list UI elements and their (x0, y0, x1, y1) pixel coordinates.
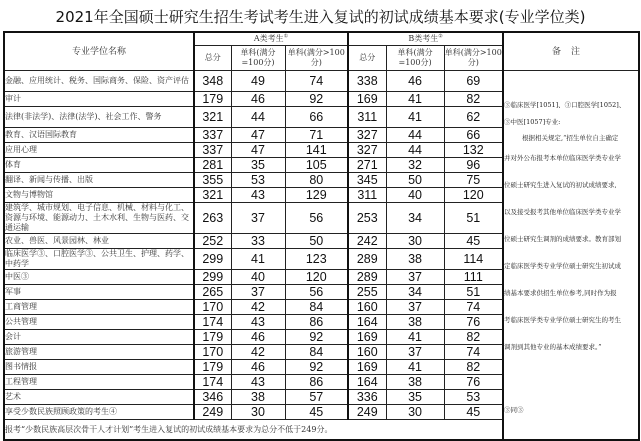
major-name: 工程管理 (4, 375, 194, 390)
a-single-100: 30 (231, 405, 285, 420)
score-requirements-table (3, 31, 640, 441)
b-single-gt100: 114 (444, 249, 503, 270)
a-single-100: 33 (231, 234, 285, 249)
remark-body-0: 根据相关规定,“招生单位自主确定 (522, 134, 619, 142)
b-total: 169 (348, 360, 386, 375)
b-single-100: 41 (386, 330, 444, 345)
major-name: 审计 (4, 92, 194, 107)
b-single-100: 32 (386, 158, 444, 173)
footnote: 报考“少数民族高层次骨干人才计划”考生进入复试的初试成绩基本要求为总分不低于249分。 (4, 420, 503, 441)
b-single-100: 46 (386, 71, 444, 92)
b-total: 289 (348, 270, 386, 285)
a-single-100: 49 (231, 71, 285, 92)
major-name: 中医③ (4, 270, 194, 285)
b-total: 242 (348, 234, 386, 249)
a-total: 299 (194, 249, 231, 270)
b-total: 327 (348, 143, 386, 158)
page-title: 2021年全国硕士研究生招生考试考生进入复试的初试成绩基本要求(专业学位类) (55, 8, 586, 26)
header-major-name: 专业学位名称 (4, 32, 194, 71)
header-a-single-gt100: 单科(满分>100分) (285, 46, 348, 71)
major-name: 体育 (4, 158, 194, 173)
b-single-gt100: 76 (444, 315, 503, 330)
a-single-100: 43 (231, 375, 285, 390)
remark-body-3: 以及接受报考其他单位临床医学类专业学 (504, 208, 622, 216)
a-total: 249 (194, 405, 231, 420)
header-group-a: A类考生① (194, 32, 348, 46)
a-single-gt100: 71 (285, 128, 348, 143)
b-single-100: 44 (386, 128, 444, 143)
a-single-gt100: 129 (285, 188, 348, 203)
b-single-gt100: 45 (444, 234, 503, 249)
major-name: 享受少数民族照顾政策的考生④ (4, 405, 194, 420)
a-single-gt100: 92 (285, 360, 348, 375)
a-total: 174 (194, 375, 231, 390)
major-name: 会计 (4, 330, 194, 345)
b-total: 336 (348, 390, 386, 405)
a-total: 170 (194, 345, 231, 360)
a-single-gt100: 120 (285, 270, 348, 285)
remark-line-end: ③同③ (504, 406, 524, 414)
b-total: 271 (348, 158, 386, 173)
a-total: 281 (194, 158, 231, 173)
header-a-single-100: 单科(满分=100分) (231, 46, 285, 71)
a-total: 337 (194, 128, 231, 143)
b-single-100: 30 (386, 234, 444, 249)
b-single-gt100: 82 (444, 92, 503, 107)
a-single-gt100: 66 (285, 107, 348, 128)
b-single-100: 50 (386, 173, 444, 188)
b-total: 253 (348, 203, 386, 234)
a-single-100: 47 (231, 143, 285, 158)
a-total: 252 (194, 234, 231, 249)
remark-body-1: 并对外公布报考本单位临床医学类专业学 (504, 154, 622, 162)
b-total: 160 (348, 300, 386, 315)
major-name: 图书情报 (4, 360, 194, 375)
b-total: 311 (348, 188, 386, 203)
a-total: 179 (194, 92, 231, 107)
b-single-gt100: 132 (444, 143, 503, 158)
b-single-gt100: 66 (444, 128, 503, 143)
a-single-100: 42 (231, 300, 285, 315)
b-total: 249 (348, 405, 386, 420)
b-single-100: 41 (386, 107, 444, 128)
a-total: 179 (194, 360, 231, 375)
remark-body-6: 绩基本要求供招生单位参考,同时作为报 (504, 289, 617, 297)
a-single-gt100: 57 (285, 390, 348, 405)
remark-body-8: 调剂到其他专业的基本成绩要求。” (504, 343, 602, 351)
a-total: 321 (194, 188, 231, 203)
b-single-100: 35 (386, 390, 444, 405)
a-total: 179 (194, 330, 231, 345)
major-name: 法律(非法学)、法律(法学)、社会工作、警务 (4, 107, 194, 128)
a-single-100: 41 (231, 249, 285, 270)
b-single-gt100: 82 (444, 330, 503, 345)
a-single-100: 37 (231, 285, 285, 300)
a-single-gt100: 105 (285, 158, 348, 173)
major-name: 临床医学③、口腔医学③、公共卫生、护理、药学、中药学 (4, 249, 194, 270)
b-total: 160 (348, 345, 386, 360)
major-name: 艺术 (4, 390, 194, 405)
a-total: 321 (194, 107, 231, 128)
a-single-100: 46 (231, 92, 285, 107)
a-single-gt100: 84 (285, 345, 348, 360)
header-b-single-gt100: 单科(满分>100分) (444, 46, 503, 71)
major-name: 建筑学、城市规划、电子信息、机械、材料与化工、资源与环境、能源动力、土木水利、生物与医药、交通运输 (4, 203, 194, 234)
major-name: 教育、汉语国际教育 (4, 128, 194, 143)
b-total: 164 (348, 315, 386, 330)
a-total: 174 (194, 315, 231, 330)
remark-body-2: 位硕士研究生进入复试的初试成绩要求, (504, 181, 617, 189)
a-single-100: 43 (231, 315, 285, 330)
a-single-gt100: 50 (285, 234, 348, 249)
b-total: 255 (348, 285, 386, 300)
b-single-gt100: 51 (444, 203, 503, 234)
b-total: 289 (348, 249, 386, 270)
b-single-gt100: 69 (444, 71, 503, 92)
a-single-100: 37 (231, 203, 285, 234)
b-single-100: 34 (386, 203, 444, 234)
remark-line-2: ③中医[1057]专业: (504, 118, 561, 126)
a-single-100: 46 (231, 330, 285, 345)
a-single-gt100: 92 (285, 330, 348, 345)
b-single-gt100: 51 (444, 285, 503, 300)
b-single-gt100: 120 (444, 188, 503, 203)
major-name: 农业、兽医、风景园林、林业 (4, 234, 194, 249)
header-b-total: 总分 (348, 46, 386, 71)
a-single-gt100: 123 (285, 249, 348, 270)
a-total: 170 (194, 300, 231, 315)
a-single-100: 38 (231, 390, 285, 405)
major-name: 军事 (4, 285, 194, 300)
header-remark: 备注 (503, 32, 639, 71)
major-name: 文物与博物馆 (4, 188, 194, 203)
remark-body-7: 考临床医学类专业学位硕士研究生的考生 (504, 316, 622, 324)
remark-body-4: 位硕士研究生调剂的成绩要求。教育部划 (504, 235, 622, 243)
remark-body-5: 定临床医学类专业学位硕士研究生初试成 (504, 262, 622, 270)
b-total: 169 (348, 330, 386, 345)
a-single-gt100: 86 (285, 375, 348, 390)
b-single-100: 38 (386, 315, 444, 330)
a-single-100: 40 (231, 270, 285, 285)
major-name: 应用心理 (4, 143, 194, 158)
major-name: 翻译、新闻与传播、出版 (4, 173, 194, 188)
a-single-gt100: 74 (285, 71, 348, 92)
header-b-single-100: 单科(满分=100分) (386, 46, 444, 71)
table-row (4, 71, 639, 92)
b-single-100: 40 (386, 188, 444, 203)
b-single-100: 34 (386, 285, 444, 300)
b-single-100: 41 (386, 92, 444, 107)
b-single-100: 37 (386, 270, 444, 285)
b-single-100: 37 (386, 345, 444, 360)
a-single-gt100: 86 (285, 315, 348, 330)
remark-line-1: ③临床医学[1051]、③口腔医学[1052]、 (504, 101, 626, 109)
a-total: 348 (194, 71, 231, 92)
a-single-100: 53 (231, 173, 285, 188)
b-single-gt100: 74 (444, 345, 503, 360)
a-single-gt100: 141 (285, 143, 348, 158)
a-single-100: 44 (231, 107, 285, 128)
b-single-100: 30 (386, 405, 444, 420)
b-single-gt100: 45 (444, 405, 503, 420)
a-single-100: 43 (231, 188, 285, 203)
b-single-gt100: 82 (444, 360, 503, 375)
major-name: 旅游管理 (4, 345, 194, 360)
a-single-gt100: 92 (285, 92, 348, 107)
a-single-100: 35 (231, 158, 285, 173)
a-single-100: 42 (231, 345, 285, 360)
remark-cell (503, 71, 639, 441)
b-single-gt100: 111 (444, 270, 503, 285)
header-a-total: 总分 (194, 46, 231, 71)
b-single-100: 38 (386, 249, 444, 270)
a-total: 337 (194, 143, 231, 158)
a-single-gt100: 45 (285, 405, 348, 420)
b-single-100: 44 (386, 143, 444, 158)
b-total: 169 (348, 92, 386, 107)
header-group-b: B类考生② (348, 32, 503, 46)
b-single-100: 41 (386, 360, 444, 375)
b-single-100: 38 (386, 375, 444, 390)
a-total: 263 (194, 203, 231, 234)
b-single-gt100: 74 (444, 300, 503, 315)
b-single-gt100: 62 (444, 107, 503, 128)
b-total: 338 (348, 71, 386, 92)
a-single-100: 47 (231, 128, 285, 143)
b-single-gt100: 75 (444, 173, 503, 188)
major-name: 工商管理 (4, 300, 194, 315)
a-single-gt100: 80 (285, 173, 348, 188)
b-single-gt100: 96 (444, 158, 503, 173)
a-total: 265 (194, 285, 231, 300)
b-total: 345 (348, 173, 386, 188)
b-total: 327 (348, 128, 386, 143)
a-single-gt100: 56 (285, 285, 348, 300)
b-single-gt100: 76 (444, 375, 503, 390)
a-total: 355 (194, 173, 231, 188)
b-total: 311 (348, 107, 386, 128)
a-single-gt100: 84 (285, 300, 348, 315)
a-total: 299 (194, 270, 231, 285)
major-name: 公共管理 (4, 315, 194, 330)
a-total: 346 (194, 390, 231, 405)
major-name: 金融、应用统计、税务、国际商务、保险、资产评估 (4, 71, 194, 92)
a-single-gt100: 56 (285, 203, 348, 234)
a-single-100: 46 (231, 360, 285, 375)
b-single-100: 37 (386, 300, 444, 315)
b-single-gt100: 53 (444, 390, 503, 405)
b-total: 164 (348, 375, 386, 390)
